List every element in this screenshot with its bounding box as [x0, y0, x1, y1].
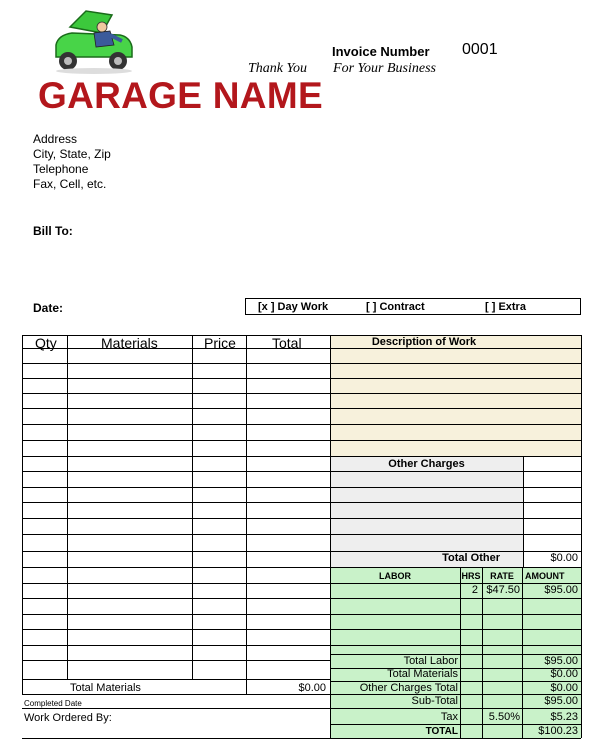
materials-row-line [22, 502, 330, 503]
tax-rate-value[interactable]: 5.50% [488, 711, 520, 723]
work-ordered-by-label: Work Ordered By: [24, 712, 112, 724]
labor-row-line [330, 738, 581, 739]
other-charges-total-value: $0.00 [550, 682, 578, 694]
amount-header: AMOUNT [525, 571, 565, 581]
labor-header: LABOR [379, 571, 411, 581]
labor-amount-value: $95.00 [544, 584, 578, 596]
other-charges-row-line [330, 567, 581, 568]
other-charges-row-line [330, 471, 581, 472]
other-charges-row-line [330, 518, 581, 519]
mechanic-car-icon [50, 5, 136, 75]
description-header: Description of Work [371, 336, 477, 348]
footer-line [22, 738, 330, 739]
total-materials-value: $0.00 [298, 682, 326, 694]
description-area[interactable] [330, 335, 581, 456]
materials-row-line [22, 363, 330, 364]
summary-total-materials-label: Total Materials [387, 668, 458, 680]
subtotal-value: $95.00 [544, 695, 578, 707]
materials-row-line [22, 518, 330, 519]
total-other-value: $0.00 [550, 552, 578, 564]
price-header: Price [204, 335, 236, 351]
other-charges-total-label: Other Charges Total [359, 682, 458, 694]
description-row-line [330, 408, 581, 409]
materials-left-border [22, 335, 23, 694]
materials-row-line [22, 629, 330, 630]
materials-row-line [22, 534, 330, 535]
materials-row-line [22, 645, 330, 646]
labor-row-line [330, 629, 581, 630]
materials-row-line [22, 424, 330, 425]
labor-row-line [330, 598, 581, 599]
description-row-line [330, 440, 581, 441]
description-row-line [330, 456, 581, 457]
total-other-label: Total Other [442, 552, 500, 564]
description-row-line [330, 393, 581, 394]
labor-rate-value[interactable]: $47.50 [486, 584, 520, 596]
other-charges-row-line [330, 487, 581, 488]
materials-row-line [22, 679, 330, 680]
garage-name: GARAGE NAME [38, 75, 323, 116]
description-row-line [330, 424, 581, 425]
labor-row-line [330, 708, 581, 709]
materials-row-line [22, 614, 330, 615]
bill-to-label: Bill To: [33, 224, 73, 238]
labor-hrs-value[interactable]: 2 [471, 584, 478, 596]
invoice-number[interactable]: 0001 [462, 41, 498, 58]
materials-row-line [22, 487, 330, 488]
hrs-header: HRS [461, 571, 481, 581]
labor-row-line [330, 645, 581, 646]
materials-row-line [22, 408, 330, 409]
materials-row-line [22, 471, 330, 472]
tax-value: $5.23 [550, 711, 578, 723]
qty-header: Qty [35, 335, 57, 351]
company-address [33, 132, 111, 192]
work-type-selector [245, 298, 581, 315]
materials-row-line [22, 598, 330, 599]
materials-row-line [22, 583, 330, 584]
materials-row-line [22, 660, 330, 661]
other-charges-column-line [523, 456, 524, 567]
other-charges-row-line [330, 502, 581, 503]
address-line: Fax, Cell, etc. [33, 177, 107, 191]
date-label: Date: [33, 301, 64, 315]
total-header: Total [272, 335, 302, 351]
completed-date-label: Completed Date [24, 699, 82, 708]
labor-row-line [330, 614, 581, 615]
invoice-number-label: Invoice Number [332, 44, 430, 59]
grand-total-value: $100.23 [538, 725, 578, 737]
materials-column-line [67, 335, 68, 679]
materials-column-line [246, 679, 247, 694]
total-materials-label: Total Materials [70, 682, 141, 694]
address-line: Address [33, 132, 78, 146]
summary-total-materials-value: $0.00 [550, 668, 578, 680]
extra-checkbox[interactable]: [ ] Extra [485, 301, 526, 313]
day-work-checkbox[interactable]: [x ] Day Work [258, 301, 329, 313]
materials-row-line [22, 456, 330, 457]
materials-row-line [22, 551, 330, 552]
rate-header: RATE [490, 571, 514, 581]
other-charges-header: Other Charges [388, 458, 465, 470]
total-labor-label: Total Labor [403, 655, 458, 667]
description-row-line [330, 363, 581, 364]
materials-row-line [22, 378, 330, 379]
materials-row-line [22, 567, 330, 568]
materials-header: Materials [101, 335, 158, 351]
total-labor-value: $95.00 [544, 655, 578, 667]
tax-label: Tax [440, 711, 458, 723]
materials-row-line [22, 440, 330, 441]
address-line: City, State, Zip [33, 147, 111, 161]
materials-column-line [246, 335, 247, 679]
table-right-border [581, 335, 582, 738]
contract-checkbox[interactable]: [ ] Contract [366, 301, 425, 313]
address-line: Telephone [33, 162, 89, 176]
description-row-line [330, 378, 581, 379]
subtotal-label: Sub-Total [411, 695, 458, 707]
other-charges-row-line [330, 534, 581, 535]
grand-total-label: TOTAL [425, 726, 458, 737]
thank-you-text: Thank You For Your Business [248, 61, 436, 76]
materials-column-line [192, 335, 193, 679]
materials-row-line [22, 393, 330, 394]
